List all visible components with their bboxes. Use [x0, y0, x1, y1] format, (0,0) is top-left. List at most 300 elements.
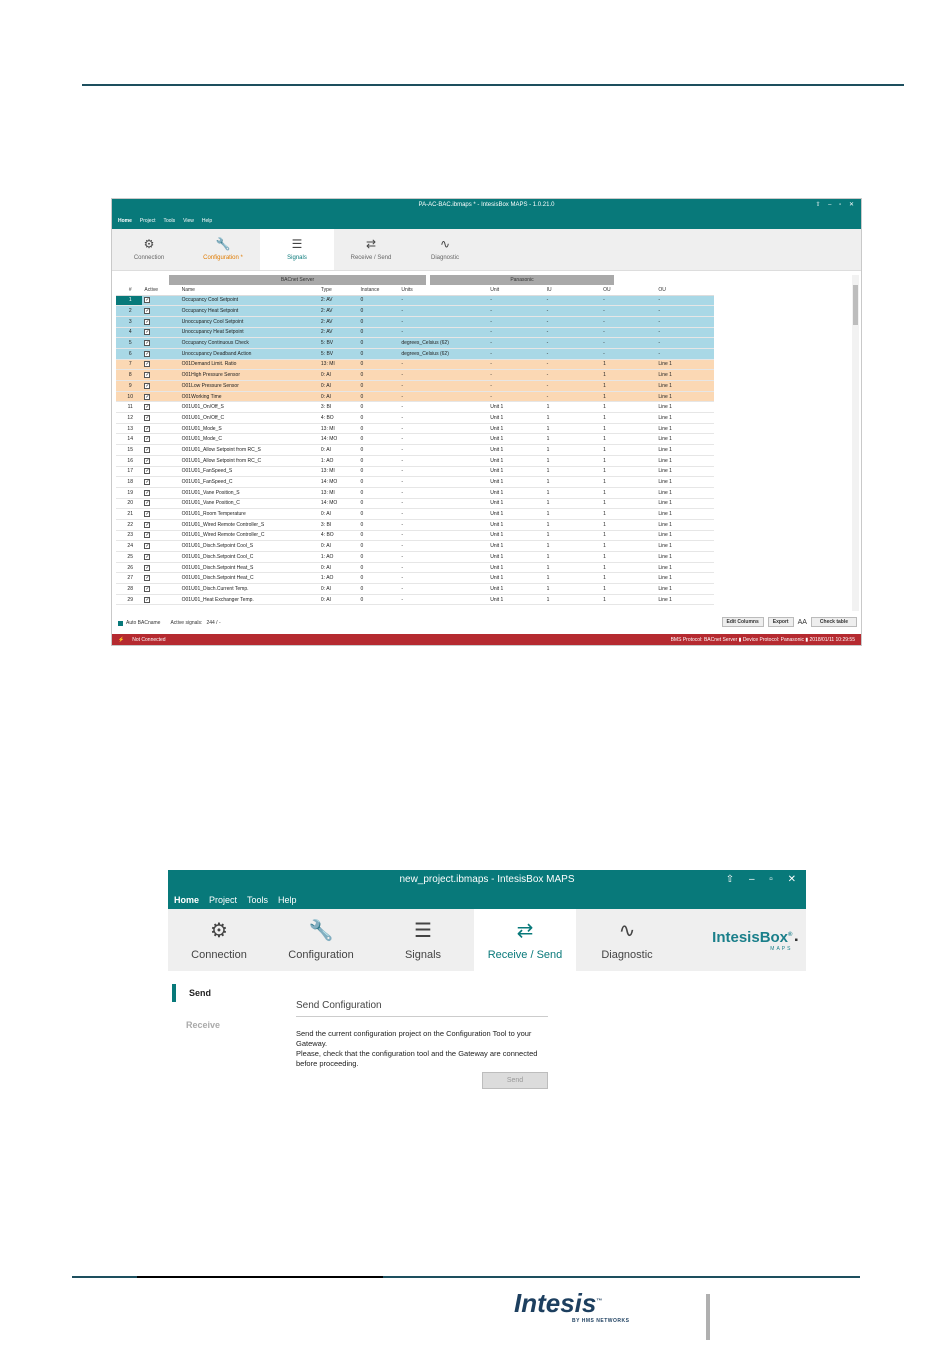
- row-name: O01Demand Limit. Ratio: [180, 359, 319, 370]
- row-line: Line 1: [656, 552, 714, 563]
- row-line: Line 1: [656, 434, 714, 445]
- row-unit: Unit 1: [488, 477, 544, 488]
- row-type: 3: BI: [319, 519, 359, 530]
- row-line: Line 1: [656, 594, 714, 605]
- tab-signals-label-2: Signals: [404, 949, 442, 961]
- active-checkbox[interactable]: ✓: [145, 511, 150, 518]
- row-ou: -: [601, 316, 656, 327]
- transfer-icon: ⇄: [516, 920, 534, 942]
- row-inst: 0: [359, 370, 400, 381]
- window-title-bar: [112, 199, 861, 212]
- table-row[interactable]: [116, 434, 714, 445]
- send-configuration-panel: [296, 1000, 548, 1084]
- active-checkbox[interactable]: ✓: [145, 446, 150, 453]
- row-inst: 0: [359, 402, 400, 413]
- row-unit: Unit 1: [488, 509, 544, 520]
- col-iu[interactable]: IU: [545, 285, 601, 295]
- row-unit: -: [488, 306, 544, 317]
- row-type: 2: AV: [319, 295, 359, 306]
- row-iu: 1: [545, 413, 601, 424]
- group-header-spacer: [116, 275, 169, 285]
- active-checkbox[interactable]: ✓: [145, 425, 150, 432]
- auto-bacname-checkbox[interactable]: [118, 621, 123, 626]
- row-type: 4: BO: [319, 413, 359, 424]
- active-checkbox[interactable]: ✓: [145, 297, 150, 304]
- active-checkbox[interactable]: ✓: [145, 436, 150, 443]
- row-name: O01High Pressure Sensor: [180, 370, 319, 381]
- row-name: O01U01_FanSpeed_S: [180, 466, 319, 477]
- row-number: 15: [116, 445, 142, 456]
- row-inst: 0: [359, 519, 400, 530]
- row-name: O01U01_Wired Remote Controller_S: [180, 519, 319, 530]
- table-row[interactable]: [116, 584, 714, 595]
- row-inst: 0: [359, 359, 400, 370]
- row-active-cell: [142, 562, 179, 573]
- row-units: -: [399, 573, 488, 584]
- row-units: -: [399, 306, 488, 317]
- row-unit: Unit 1: [488, 434, 544, 445]
- tab-diagnostic-2[interactable]: [576, 909, 678, 971]
- col-name[interactable]: Name: [180, 285, 319, 295]
- row-number: 18: [116, 477, 142, 488]
- row-iu: -: [545, 359, 601, 370]
- table-row[interactable]: [116, 391, 714, 402]
- tab-receive-send-2[interactable]: [474, 909, 576, 971]
- tab-diagnostic-label: Diagnostic: [430, 255, 459, 261]
- row-unit: Unit 1: [488, 455, 544, 466]
- row-ou: 1: [601, 370, 656, 381]
- row-iu: -: [545, 381, 601, 392]
- row-ou: 1: [601, 509, 656, 520]
- row-inst: 0: [359, 477, 400, 488]
- menu-bar: [112, 212, 861, 229]
- table-row[interactable]: [116, 306, 714, 317]
- vertical-scrollbar[interactable]: [852, 275, 859, 611]
- row-ou: -: [601, 348, 656, 359]
- row-iu: 1: [545, 477, 601, 488]
- row-name: O01U01_Allow Setpoint from RC_C: [180, 455, 319, 466]
- table-actions: [722, 617, 858, 627]
- row-ou: 1: [601, 594, 656, 605]
- row-inst: 0: [359, 295, 400, 306]
- row-units: -: [399, 370, 488, 381]
- row-number: 21: [116, 509, 142, 520]
- col-type[interactable]: Type: [319, 285, 359, 295]
- row-active-cell: [142, 327, 179, 338]
- row-unit: Unit 1: [488, 584, 544, 595]
- row-unit: Unit 1: [488, 413, 544, 424]
- active-checkbox[interactable]: ✓: [145, 340, 150, 347]
- row-active-cell: [142, 498, 179, 509]
- col-number[interactable]: #: [116, 285, 142, 295]
- row-iu: -: [545, 327, 601, 338]
- row-units: -: [399, 509, 488, 520]
- row-line: Line 1: [656, 498, 714, 509]
- row-ou: 1: [601, 477, 656, 488]
- row-line: Line 1: [656, 562, 714, 573]
- window-controls-2[interactable]: ⇧ – ▫ ✕: [725, 874, 802, 885]
- row-active-cell: [142, 584, 179, 595]
- row-number: 2: [116, 306, 142, 317]
- row-active-cell: [142, 306, 179, 317]
- row-type: 0: AI: [319, 541, 359, 552]
- row-inst: 0: [359, 306, 400, 317]
- col-ou[interactable]: OU: [601, 285, 656, 295]
- row-line: Line 1: [656, 573, 714, 584]
- menu-home-2[interactable]: Home: [174, 894, 200, 905]
- row-iu: -: [545, 391, 601, 402]
- row-number: 11: [116, 402, 142, 413]
- row-type: 4: BO: [319, 530, 359, 541]
- row-inst: 0: [359, 552, 400, 563]
- signals-window-screenshot: [111, 198, 862, 646]
- tab-signals[interactable]: [260, 229, 334, 270]
- row-name: O01U01_Room Temperature: [180, 509, 319, 520]
- row-type: 0: AI: [319, 391, 359, 402]
- active-checkbox[interactable]: ✓: [145, 372, 150, 379]
- row-iu: 1: [545, 434, 601, 445]
- row-units: -: [399, 413, 488, 424]
- row-unit: -: [488, 327, 544, 338]
- table-row[interactable]: [116, 477, 714, 488]
- send-button[interactable]: Send: [482, 1072, 548, 1089]
- row-iu: 1: [545, 498, 601, 509]
- row-name: O01U01_On/Off_C: [180, 413, 319, 424]
- window-title-bar-2: [168, 870, 806, 890]
- active-checkbox[interactable]: ✓: [145, 382, 150, 389]
- window-title-2: new_project.ibmaps - IntesisBox MAPS: [399, 874, 575, 885]
- row-ou: 1: [601, 359, 656, 370]
- row-iu: -: [545, 338, 601, 349]
- row-units: -: [399, 391, 488, 402]
- row-number: 28: [116, 584, 142, 595]
- row-name: Occupancy Cool Setpoint: [180, 295, 319, 306]
- col-units[interactable]: Units: [399, 285, 488, 295]
- signals-grid: [116, 285, 714, 605]
- status-bar: [112, 634, 861, 646]
- table-row[interactable]: [116, 562, 714, 573]
- tab-configuration-2[interactable]: [270, 909, 372, 971]
- export-button[interactable]: Export: [768, 617, 794, 627]
- row-units: -: [399, 445, 488, 456]
- tab-connection-2[interactable]: [168, 909, 270, 971]
- row-line: Line 1: [656, 541, 714, 552]
- sidebar-item-receive[interactable]: Receive: [186, 1020, 221, 1030]
- row-iu: 1: [545, 455, 601, 466]
- row-units: degrees_Celsius (62): [399, 338, 488, 349]
- table-row[interactable]: [116, 573, 714, 584]
- check-table-button[interactable]: Check table: [811, 617, 857, 627]
- row-type: 0: AI: [319, 584, 359, 595]
- row-active-cell: [142, 594, 179, 605]
- row-unit: Unit 1: [488, 519, 544, 530]
- row-ou: 1: [601, 487, 656, 498]
- row-iu: 1: [545, 466, 601, 477]
- row-line: -: [656, 327, 714, 338]
- row-number: 29: [116, 594, 142, 605]
- menu-view[interactable]: View: [183, 217, 194, 224]
- col-instance[interactable]: Instance: [359, 285, 400, 295]
- row-inst: 0: [359, 584, 400, 595]
- row-units: -: [399, 423, 488, 434]
- row-iu: -: [545, 348, 601, 359]
- active-checkbox[interactable]: ✓: [145, 414, 150, 421]
- table-row[interactable]: [116, 402, 714, 413]
- row-iu: 1: [545, 573, 601, 584]
- pulse-icon: ∿: [439, 237, 451, 251]
- row-number: 10: [116, 391, 142, 402]
- panel-description: [296, 1029, 548, 1069]
- row-ou: -: [601, 306, 656, 317]
- row-ou: 1: [601, 519, 656, 530]
- active-checkbox[interactable]: ✓: [145, 393, 150, 400]
- row-units: -: [399, 466, 488, 477]
- sidebar-item-send[interactable]: Send: [172, 984, 272, 1002]
- list-icon: ☰: [291, 237, 303, 251]
- active-checkbox[interactable]: ✓: [145, 350, 150, 357]
- row-inst: 0: [359, 348, 400, 359]
- footer-logo-tm: ™: [596, 1298, 603, 1305]
- row-number: 13: [116, 423, 142, 434]
- row-unit: -: [488, 370, 544, 381]
- brand-registered: ®: [788, 931, 793, 938]
- window-title: PA-AC-BAC.ibmaps * - IntesisBox MAPS - 1.0.21.0: [418, 202, 555, 208]
- row-unit: Unit 1: [488, 541, 544, 552]
- row-iu: -: [545, 295, 601, 306]
- row-active-cell: [142, 541, 179, 552]
- table-row[interactable]: [116, 519, 714, 530]
- table-row[interactable]: [116, 455, 714, 466]
- window-controls[interactable]: ⇧ – ▫ ✕: [815, 202, 857, 208]
- row-active-cell: [142, 391, 179, 402]
- row-units: -: [399, 434, 488, 445]
- row-name: O01U01_Wired Remote Controller_C: [180, 530, 319, 541]
- row-type: 13: MI: [319, 487, 359, 498]
- menu-bar-2: [168, 890, 806, 909]
- row-type: 0: AI: [319, 370, 359, 381]
- row-line: Line 1: [656, 381, 714, 392]
- active-checkbox[interactable]: ✓: [145, 361, 150, 368]
- row-number: 27: [116, 573, 142, 584]
- row-name: O01U01_On/Off_S: [180, 402, 319, 413]
- row-type: 5: BV: [319, 348, 359, 359]
- row-number: 20: [116, 498, 142, 509]
- row-units: -: [399, 519, 488, 530]
- row-line: Line 1: [656, 423, 714, 434]
- row-units: -: [399, 498, 488, 509]
- table-row[interactable]: [116, 509, 714, 520]
- table-row[interactable]: [116, 445, 714, 456]
- row-ou: 1: [601, 573, 656, 584]
- row-ou: 1: [601, 381, 656, 392]
- row-inst: 0: [359, 381, 400, 392]
- tab-diagnostic[interactable]: [408, 229, 482, 270]
- row-active-cell: [142, 434, 179, 445]
- active-checkbox[interactable]: ✓: [145, 318, 150, 325]
- col-ou-line[interactable]: OU: [656, 285, 714, 295]
- row-number: 8: [116, 370, 142, 381]
- table-row[interactable]: [116, 552, 714, 563]
- row-iu: 1: [545, 541, 601, 552]
- active-checkbox[interactable]: ✓: [145, 404, 150, 411]
- protocol-status: BMS Protocol: BACnet Server ▮ Device Protocol: Panasonic ▮ 2018/01/11 10:29:55: [670, 637, 855, 643]
- row-line: Line 1: [656, 530, 714, 541]
- row-units: -: [399, 487, 488, 498]
- tab-connection[interactable]: [112, 229, 186, 270]
- row-active-cell: [142, 381, 179, 392]
- row-inst: 0: [359, 316, 400, 327]
- table-row[interactable]: [116, 295, 714, 306]
- row-number: 23: [116, 530, 142, 541]
- table-row[interactable]: [116, 359, 714, 370]
- row-unit: Unit 1: [488, 423, 544, 434]
- row-active-cell: [142, 348, 179, 359]
- row-line: Line 1: [656, 413, 714, 424]
- row-name: Unoccupancy Heat Setpoint: [180, 327, 319, 338]
- table-row[interactable]: [116, 316, 714, 327]
- active-checkbox[interactable]: ✓: [145, 532, 150, 539]
- page-footer-rule-accent: [137, 1276, 383, 1278]
- table-row[interactable]: [116, 423, 714, 434]
- menu-project-2[interactable]: Project: [209, 894, 238, 905]
- row-line: -: [656, 306, 714, 317]
- active-checkbox[interactable]: ✓: [145, 329, 150, 336]
- row-number: 9: [116, 381, 142, 392]
- row-number: 17: [116, 466, 142, 477]
- row-line: Line 1: [656, 359, 714, 370]
- row-units: -: [399, 562, 488, 573]
- active-checkbox[interactable]: ✓: [145, 489, 150, 496]
- active-checkbox[interactable]: ✓: [145, 553, 150, 560]
- row-name: O01U01_Disch.Setpoint Heat_C: [180, 573, 319, 584]
- row-active-cell: [142, 295, 179, 306]
- row-line: Line 1: [656, 370, 714, 381]
- group-header-row: [116, 275, 714, 285]
- row-units: -: [399, 530, 488, 541]
- connection-icon: ⚙: [143, 237, 155, 251]
- row-type: 2: AV: [319, 316, 359, 327]
- row-units: -: [399, 552, 488, 563]
- active-signals-label: Active signals:: [170, 620, 203, 626]
- table-row[interactable]: [116, 498, 714, 509]
- active-checkbox[interactable]: ✓: [145, 543, 150, 550]
- maps-logo-icon: ▪: [794, 934, 798, 946]
- row-iu: 1: [545, 445, 601, 456]
- table-row[interactable]: [116, 338, 714, 349]
- tab-signals-2[interactable]: [372, 909, 474, 971]
- active-checkbox[interactable]: ✓: [145, 564, 150, 571]
- row-unit: Unit 1: [488, 530, 544, 541]
- col-active[interactable]: Active: [142, 285, 179, 295]
- page-header-rule: [82, 84, 904, 86]
- row-active-cell: [142, 455, 179, 466]
- table-row[interactable]: [116, 487, 714, 498]
- active-checkbox[interactable]: ✓: [145, 596, 150, 603]
- row-number: 19: [116, 487, 142, 498]
- panel-text-1: Send the current configuration project on the Configuration Tool to your Gateway.: [296, 1029, 532, 1048]
- row-type: 13: MI: [319, 423, 359, 434]
- table-row[interactable]: [116, 348, 714, 359]
- active-checkbox[interactable]: ✓: [145, 479, 150, 486]
- scrollbar-thumb[interactable]: [853, 285, 858, 325]
- table-row[interactable]: [116, 381, 714, 392]
- table-row[interactable]: [116, 327, 714, 338]
- active-checkbox[interactable]: ✓: [145, 575, 150, 582]
- tab-configuration[interactable]: [186, 229, 260, 270]
- active-checkbox[interactable]: ✓: [145, 457, 150, 464]
- wrench-icon: 🔧: [308, 920, 334, 942]
- group-header-panasonic: Panasonic: [430, 275, 614, 285]
- row-type: 14: MO: [319, 434, 359, 445]
- row-name: O01Low Pressure Sensor: [180, 381, 319, 392]
- brand-name: IntesisBox: [712, 928, 789, 946]
- row-line: -: [656, 295, 714, 306]
- row-active-cell: [142, 370, 179, 381]
- row-ou: 1: [601, 562, 656, 573]
- menu-help[interactable]: Help: [201, 217, 213, 224]
- active-checkbox[interactable]: ✓: [145, 308, 150, 315]
- row-unit: -: [488, 391, 544, 402]
- row-ou: -: [601, 295, 656, 306]
- row-iu: 1: [545, 584, 601, 595]
- row-ou: 1: [601, 552, 656, 563]
- active-signals-value: 244 / -: [206, 620, 221, 626]
- row-number: 4: [116, 327, 142, 338]
- menu-home[interactable]: Home: [118, 217, 132, 224]
- row-unit: Unit 1: [488, 552, 544, 563]
- signals-grid-body: [116, 295, 714, 605]
- active-checkbox[interactable]: ✓: [145, 468, 150, 475]
- row-ou: 1: [601, 455, 656, 466]
- row-type: 14: MO: [319, 498, 359, 509]
- menu-tools[interactable]: Tools: [163, 217, 176, 224]
- row-ou: 1: [601, 413, 656, 424]
- row-name: O01U01_Heat Exchanger Temp.: [180, 594, 319, 605]
- row-number: 26: [116, 562, 142, 573]
- row-name: O01U01_Disch.Current Temp.: [180, 584, 319, 595]
- row-units: -: [399, 594, 488, 605]
- row-units: -: [399, 584, 488, 595]
- row-active-cell: [142, 338, 179, 349]
- row-type: 1: AO: [319, 573, 359, 584]
- row-number: 5: [116, 338, 142, 349]
- active-checkbox[interactable]: ✓: [145, 521, 150, 528]
- row-iu: 1: [545, 530, 601, 541]
- table-row[interactable]: [116, 594, 714, 605]
- edit-columns-button[interactable]: Edit Columns: [722, 617, 764, 627]
- row-type: 1: AO: [319, 552, 359, 563]
- col-unit[interactable]: Unit: [488, 285, 544, 295]
- row-inst: 0: [359, 562, 400, 573]
- table-row[interactable]: [116, 466, 714, 477]
- table-row[interactable]: [116, 413, 714, 424]
- table-row[interactable]: [116, 370, 714, 381]
- tab-receive-send[interactable]: [334, 229, 408, 270]
- menu-project[interactable]: Project: [139, 217, 156, 224]
- row-active-cell: [142, 316, 179, 327]
- table-row[interactable]: [116, 530, 714, 541]
- active-checkbox[interactable]: ✓: [145, 500, 150, 507]
- row-iu: 1: [545, 594, 601, 605]
- menu-help-2[interactable]: Help: [278, 894, 297, 905]
- row-active-cell: [142, 509, 179, 520]
- connection-status: Not Connected: [132, 637, 166, 643]
- menu-tools-2[interactable]: Tools: [247, 894, 269, 905]
- row-active-cell: [142, 445, 179, 456]
- font-size-button[interactable]: AA: [797, 618, 807, 626]
- table-row[interactable]: [116, 541, 714, 552]
- active-checkbox[interactable]: ✓: [145, 585, 150, 592]
